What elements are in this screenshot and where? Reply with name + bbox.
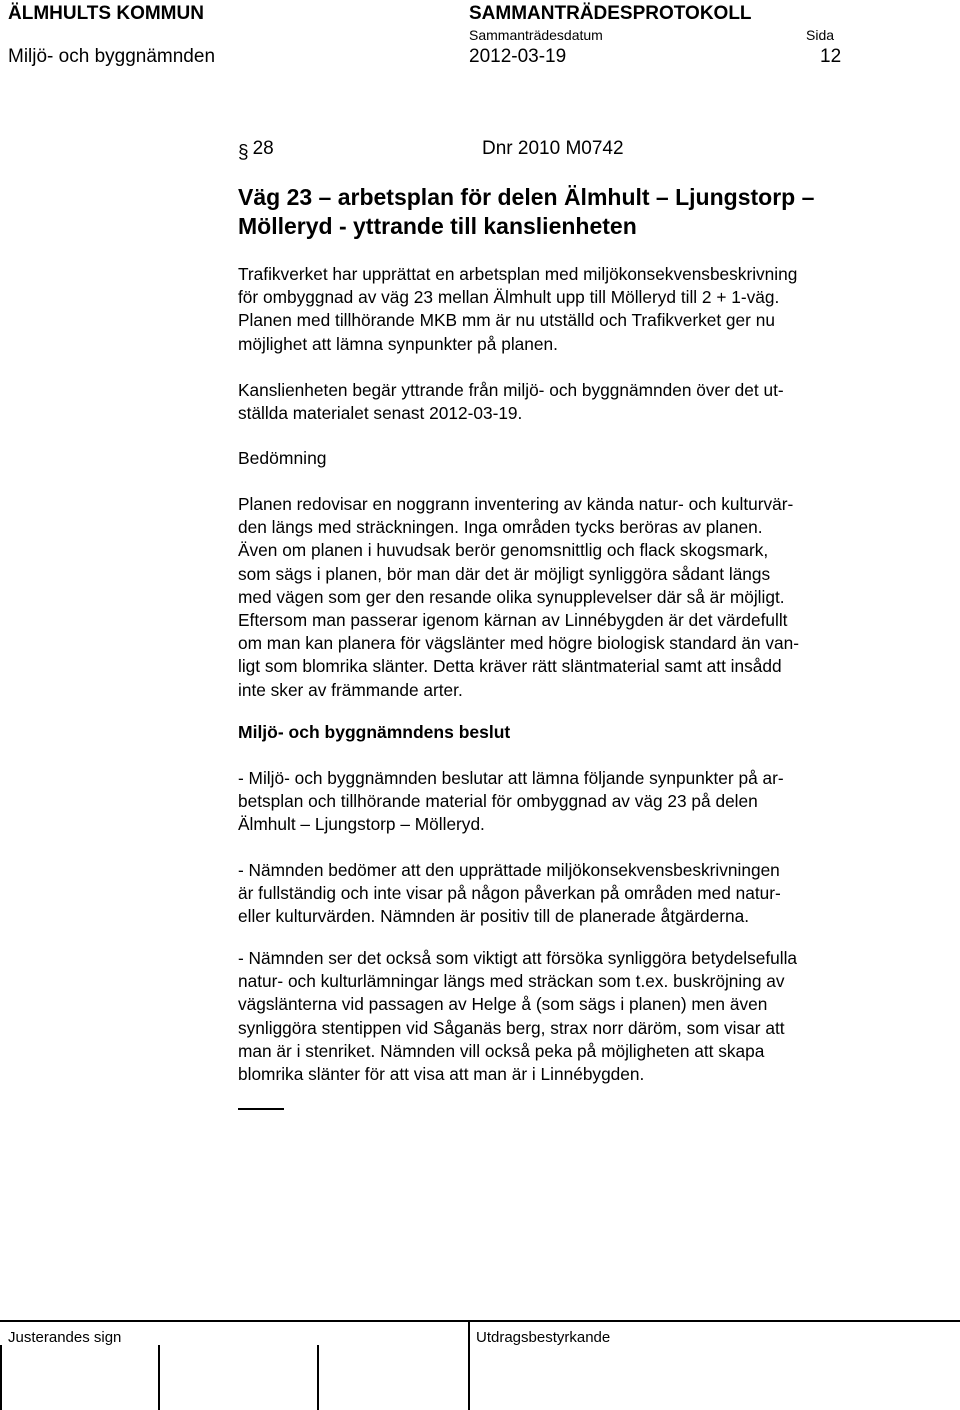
text-line: - Miljö- och byggnämnden beslutar att lämna följande synpunkter på ar- xyxy=(238,768,784,788)
intro-paragraph xyxy=(238,263,797,356)
text-line: Även om planen i huvudsak berör genomsnittlig och flack skogsmark, xyxy=(238,540,769,561)
section-end-rule xyxy=(238,1108,284,1110)
decision-heading: Miljö- och byggnämndens beslut xyxy=(238,722,511,742)
text-line: eller kulturvärden. Nämnden är positiv till de planerade åtgärderna. xyxy=(238,906,750,927)
case-title-line: Väg 23 – arbetsplan för delen Älmhult – Ljungstorp – xyxy=(238,184,815,210)
committee-name: Miljö- och byggnämnden xyxy=(8,46,216,67)
signature-box-divider xyxy=(468,1320,470,1410)
case-title-line: Mölleryd - yttrande till kanslienheten xyxy=(238,213,637,239)
paragraph-number xyxy=(238,138,274,164)
text-line: den längs med sträckningen. Inga områden tycks beröras av planen. xyxy=(238,517,763,538)
paragraph-number-value: 28 xyxy=(252,138,274,159)
text-line: natur- och kulturlämningar längs med sträckan som t.ex. buskröjning av xyxy=(238,971,785,992)
text-line: med vägen som ger den resande olika synupplevelser där så är möjligt. xyxy=(238,586,785,607)
text-line: synliggöra stentippen vid Såganäs berg, strax norr däröm, som visar att xyxy=(238,1017,785,1038)
meeting-date: 2012-03-19 xyxy=(469,46,567,67)
extract-label: Utdragsbestyrkande xyxy=(476,1329,611,1346)
assessment-paragraph xyxy=(238,493,799,702)
text-line: man är i stenriket. Nämnden vill också peka på möjligheten att skapa xyxy=(238,1040,765,1061)
signature-box-divider xyxy=(317,1345,319,1410)
assessment-heading: Bedömning xyxy=(238,448,327,468)
text-line: om man kan planera för vägslänter med högre biologisk standard än van- xyxy=(238,633,799,654)
request-paragraph xyxy=(238,379,784,425)
signature-box-divider xyxy=(158,1345,160,1410)
text-line: möjlighet att lämna synpunkter på planen. xyxy=(238,333,558,354)
text-line: som sägs i planen, bör man där det är möjligt synliggöra sådant längs xyxy=(238,563,771,584)
signature-box-divider xyxy=(0,1345,2,1410)
text-line: Planen redovisar en noggrann inventering av kända natur- och kulturvär- xyxy=(238,494,794,514)
text-line: för ombyggnad av väg 23 mellan Älmhult upp till Mölleryd till 2 + 1-väg. xyxy=(238,287,780,308)
text-line: Planen med tillhörande MKB mm är nu utställd och Trafikverket ger nu xyxy=(238,310,775,331)
text-line: vägslänterna vid passagen av Helge å (som sägs i planen) men även xyxy=(238,994,768,1015)
meeting-date-label: Sammanträdesdatum xyxy=(469,27,603,43)
text-line: Älmhult – Ljungstorp – Mölleryd. xyxy=(238,814,485,835)
text-line: betsplan och tillhörande material för ombyggnad av väg 23 på delen xyxy=(238,791,758,812)
page-label: Sida xyxy=(806,27,835,43)
decision-item xyxy=(238,859,781,929)
text-line: Trafikverket har upprättat en arbetsplan med miljökonsekvensbeskrivning xyxy=(238,264,798,284)
document-type: SAMMANTRÄDESPROTOKOLL xyxy=(469,3,752,24)
text-line: ställda materialet senast 2012-03-19. xyxy=(238,403,523,424)
decision-item xyxy=(238,767,784,837)
text-line: - Nämnden bedömer att den upprättade miljökonsekvensbeskrivningen xyxy=(238,860,780,880)
text-line: - Nämnden ser det också som viktigt att försöka synliggöra betydelsefulla xyxy=(238,948,798,968)
text-line: är fullständig och inte visar på någon påverkan på områden med natur- xyxy=(238,883,781,904)
case-title xyxy=(238,183,814,241)
case-dnr: Dnr 2010 M0742 xyxy=(482,138,624,159)
page-number: 12 xyxy=(820,46,842,67)
organization-name: ÄLMHULTS KOMMUN xyxy=(8,3,204,24)
text-line: Kanslienheten begär yttrande från miljö- och byggnämnden över det ut- xyxy=(238,380,784,400)
decision-item xyxy=(238,947,797,1086)
signature-label: Justerandes sign xyxy=(8,1329,122,1346)
text-line: inte sker av främmande arter. xyxy=(238,679,463,700)
footer-top-rule xyxy=(0,1320,960,1322)
text-line: blomrika slänter för att visa att man är i Linnébygden. xyxy=(238,1064,645,1085)
text-line: Eftersom man passerar igenom kärnan av Linnébygden är det värdefullt xyxy=(238,610,788,631)
text-line: ligt som blomrika slänter. Detta kräver rätt släntmaterial samt att insådd xyxy=(238,656,782,677)
paragraph-symbol: § xyxy=(238,142,249,163)
